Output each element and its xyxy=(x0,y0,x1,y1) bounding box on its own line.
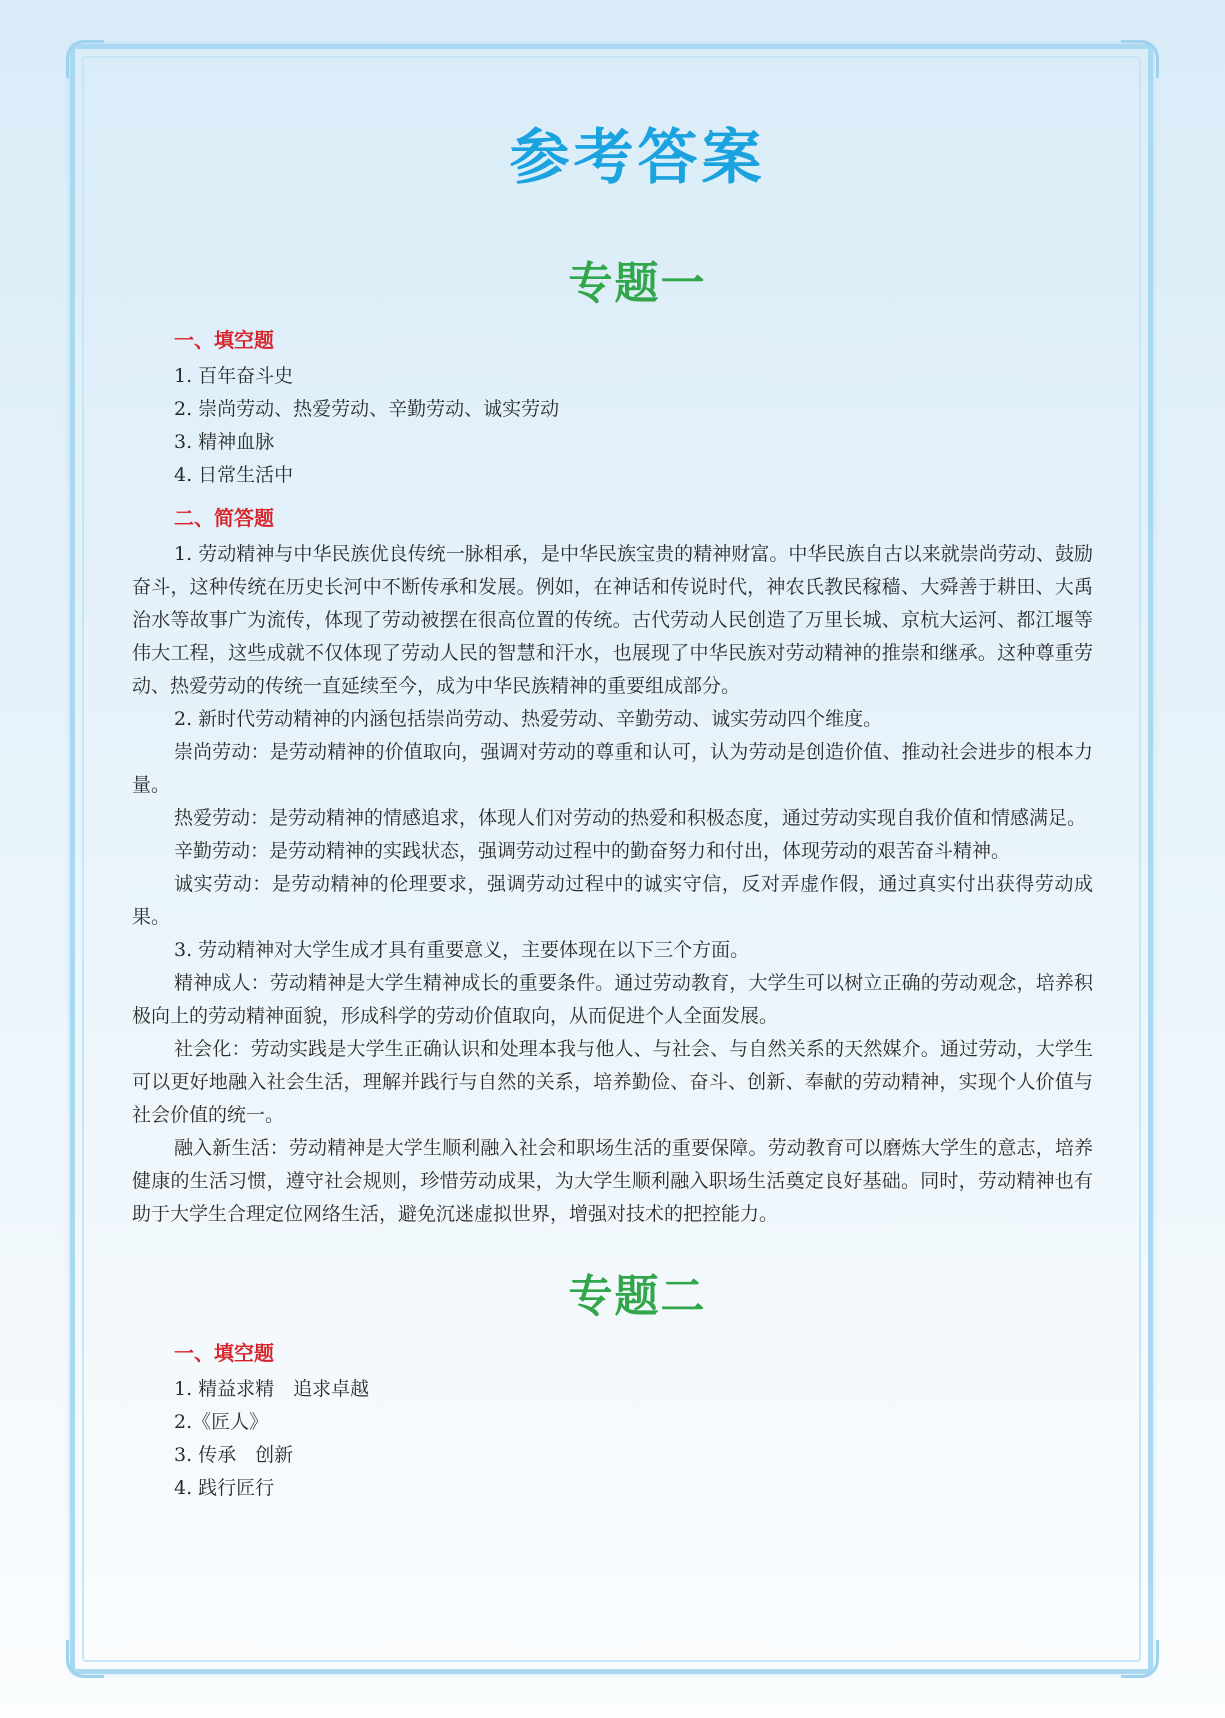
topic-1-title: 专题一 xyxy=(568,258,707,309)
document-content xyxy=(132,100,1093,1505)
answer-paragraph: 1. 劳动精神与中华民族优良传统一脉相承，是中华民族宝贵的精神财富。中华民族自古以来就崇尚劳动、鼓励奋斗，这种传统在历史长河中不断传承和发展。例如，在神话和传说时代，神农氏教民稼穑、大舜善于耕田、大禹治水等故事广为流传，体现了劳动被摆在很高位置的传统。古代劳动人民创造了万里长城、京杭大运河、都江堰等伟大工程，这些成就不仅体现了劳动人民的智慧和汗水，也展现了中华民族对劳动精神的推崇和继承。这种尊重劳动、热爱劳动的传统一直延续至今，成为中华民族精神的重要组成部分。 xyxy=(132,543,1093,697)
topic-1-fill-heading: 一、填空题 xyxy=(174,328,274,352)
topic-1-section xyxy=(132,254,1093,1231)
fill-item: 4. 日常生活中 xyxy=(174,464,294,486)
answer-paragraph: 3. 劳动精神对大学生成才具有重要意义，主要体现在以下三个方面。 xyxy=(174,939,750,961)
fill-item: 1. 百年奋斗史 xyxy=(174,365,294,387)
corner-ornament-bottom-right xyxy=(1121,1640,1159,1678)
topic-2-title: 专题二 xyxy=(568,1271,707,1322)
fill-item: 2.《匠人》 xyxy=(174,1411,269,1433)
answer-paragraph: 热爱劳动：是劳动精神的情感追求，体现人们对劳动的热爱和积极态度，通过劳动实现自我价值和情感满足。 xyxy=(174,807,1087,829)
answer-paragraph: 诚实劳动：是劳动精神的伦理要求，强调劳动过程中的诚实守信，反对弄虚作假，通过真实付出获得劳动成果。 xyxy=(132,873,1093,928)
fill-item: 4. 践行匠行 xyxy=(174,1477,275,1499)
corner-ornament-top-left xyxy=(66,40,104,78)
topic-2-fill-list xyxy=(132,1373,1093,1505)
answer-paragraph: 融入新生活：劳动精神是大学生顺利融入社会和职场生活的重要保障。劳动教育可以磨炼大学生的意志，培养健康的生活习惯，遵守社会规则，珍惜劳动成果，为大学生顺利融入职场生活奠定良好基础。同时，劳动精神也有助于大学生合理定位网络生活，避免沉迷虚拟世界，增强对技术的把控能力。 xyxy=(132,1137,1093,1225)
topic-1-short-answer-heading: 二、简答题 xyxy=(174,506,274,530)
corner-ornament-bottom-left xyxy=(66,1640,104,1678)
answer-paragraph: 崇尚劳动：是劳动精神的价值取向，强调对劳动的尊重和认可，认为劳动是创造价值、推动社会进步的根本力量。 xyxy=(132,741,1093,796)
fill-item: 2. 崇尚劳动、热爱劳动、辛勤劳动、诚实劳动 xyxy=(174,398,560,420)
answer-paragraph: 辛勤劳动：是劳动精神的实践状态，强调劳动过程中的勤奋努力和付出，体现劳动的艰苦奋斗精神。 xyxy=(174,840,1011,862)
answer-paragraph: 2. 新时代劳动精神的内涵包括崇尚劳动、热爱劳动、辛勤劳动、诚实劳动四个维度。 xyxy=(174,708,883,730)
topic-1-fill-list xyxy=(132,360,1093,492)
topic-2-fill-heading: 一、填空题 xyxy=(174,1341,274,1365)
answer-paragraph: 社会化：劳动实践是大学生正确认识和处理本我与他人、与社会、与自然关系的天然媒介。通过劳动，大学生可以更好地融入社会生活，理解并践行与自然的关系，培养勤俭、奋斗、创新、奉献的劳动精神，实现个人价值与社会价值的统一。 xyxy=(132,1038,1093,1126)
topic-2-section xyxy=(132,1267,1093,1505)
document-title: 参考答案 xyxy=(509,123,766,193)
answer-paragraph: 精神成人：劳动精神是大学生精神成长的重要条件。通过劳动教育，大学生可以树立正确的劳动观念，培养积极向上的劳动精神面貌，形成科学的劳动价值取向，从而促进个人全面发展。 xyxy=(132,972,1093,1027)
fill-item: 3. 精神血脉 xyxy=(174,431,275,453)
corner-ornament-top-right xyxy=(1121,40,1159,78)
fill-item: 3. 传承 创新 xyxy=(174,1444,294,1466)
fill-item: 1. 精益求精 追求卓越 xyxy=(174,1378,370,1400)
topic-1-short-answer-body xyxy=(132,538,1093,1231)
